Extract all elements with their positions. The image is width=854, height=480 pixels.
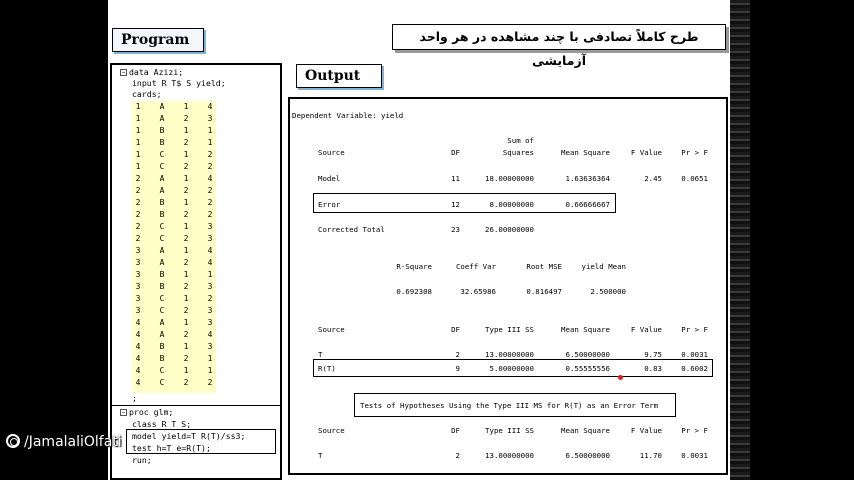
- data-cell: 3: [207, 318, 213, 327]
- anova-cell-df: 12: [451, 199, 460, 209]
- data-line: [132, 329, 216, 341]
- data-cell: A: [159, 330, 165, 339]
- data-cell: 1: [207, 366, 213, 375]
- code-line-cards: cards;: [132, 89, 162, 99]
- data-line: [132, 221, 216, 233]
- data-line: [132, 281, 216, 293]
- data-cell: C: [159, 162, 165, 171]
- anova-header-source: Source: [318, 148, 345, 157]
- fit-value-rmse: 0.816497: [526, 287, 562, 296]
- type3-header-f: F Value: [630, 325, 662, 334]
- data-cell: 4: [135, 366, 141, 375]
- data-line: [132, 269, 216, 281]
- hypothesis-title: Tests of Hypotheses Using the Type III MS for R(T) as an Error Term: [360, 401, 659, 410]
- data-cell: 4: [135, 330, 141, 339]
- data-cell: 3: [207, 282, 213, 291]
- data-cell: 1: [135, 102, 141, 111]
- data-cell: 2: [183, 210, 189, 219]
- data-cell: 3: [207, 306, 213, 315]
- code-divider: [112, 405, 280, 406]
- data-cell: 1: [183, 222, 189, 231]
- data-line: [132, 317, 216, 329]
- code-line-data: − data Azizi;: [121, 67, 184, 77]
- anova-cell-df: 11: [451, 174, 460, 183]
- data-line: [132, 149, 216, 161]
- data-cell: 4: [207, 258, 213, 267]
- type3-header-p: Pr > F: [681, 325, 708, 334]
- data-line: [132, 353, 216, 365]
- data-cell: 3: [135, 258, 141, 267]
- data-line: [132, 113, 216, 125]
- data-cell: 3: [135, 294, 141, 303]
- data-cell: 4: [207, 246, 213, 255]
- data-cell: 2: [207, 198, 213, 207]
- code-line-input: input R T$ S yield;: [132, 78, 226, 88]
- hyp-cell-source: T: [318, 451, 323, 460]
- data-cell: 3: [207, 114, 213, 123]
- data-line: [132, 341, 216, 353]
- data-cell: 2: [183, 258, 189, 267]
- data-cell: 2: [207, 210, 213, 219]
- anova-cell-source: Model: [318, 174, 341, 183]
- data-cell: A: [159, 114, 165, 123]
- model-highlight-box: [126, 429, 276, 454]
- data-cell: C: [159, 378, 165, 387]
- fit-value-mean: 2.500000: [590, 287, 626, 296]
- data-line: [132, 101, 216, 113]
- data-cell: C: [159, 294, 165, 303]
- type3-cell-source: R(T): [318, 364, 336, 373]
- code-line-proc: − proc glm;: [121, 407, 174, 417]
- data-cell: 1: [183, 342, 189, 351]
- type3-cell-ms: 6.50000000: [565, 350, 610, 359]
- data-line: [132, 125, 216, 137]
- anova-cell-source: Corrected Total: [318, 225, 385, 234]
- data-cell: 2: [135, 222, 141, 231]
- data-line: [132, 197, 216, 209]
- data-cell: 1: [183, 150, 189, 159]
- type3-cell-p: 0.0031: [681, 350, 708, 359]
- data-cell: 2: [207, 186, 213, 195]
- pointer-cursor-dot: [618, 375, 623, 380]
- collapse-icon[interactable]: −: [121, 409, 126, 416]
- collapse-icon[interactable]: −: [121, 69, 126, 76]
- data-cell: A: [159, 186, 165, 195]
- type3-cell-source: T: [318, 350, 323, 359]
- error-row-highlight: [313, 193, 616, 213]
- data-cell: B: [159, 198, 165, 207]
- data-cell: 2: [183, 330, 189, 339]
- data-cell: 3: [207, 234, 213, 243]
- data-cell: 3: [207, 222, 213, 231]
- data-cell: 1: [183, 102, 189, 111]
- filmstrip-edge: [730, 0, 750, 480]
- type3-header-df: DF: [451, 325, 460, 334]
- fit-value-rsq: 0.692308: [396, 287, 432, 296]
- data-cell: 3: [135, 306, 141, 315]
- data-cell: C: [159, 306, 165, 315]
- code-line-test: test h=T e=R(T);: [132, 443, 211, 453]
- hyp-header-ss: Type III SS: [485, 426, 534, 435]
- sas-output-panel: [288, 97, 728, 475]
- hyp-header-source: Source: [318, 426, 345, 435]
- anova-cell-ss: 26.00000000: [485, 225, 534, 234]
- type3-header-ss: Type III SS: [485, 325, 534, 334]
- data-cell: A: [159, 318, 165, 327]
- data-cell: 1: [183, 270, 189, 279]
- data-cell: 2: [183, 186, 189, 195]
- anova-cell-source: Error: [318, 199, 341, 209]
- anova-cell-f: 2.45: [644, 174, 662, 183]
- data-cell: 1: [183, 174, 189, 183]
- type3-cell-p: 0.6002: [681, 364, 708, 373]
- data-line: [132, 209, 216, 221]
- data-cell: A: [159, 258, 165, 267]
- data-cell: 2: [135, 186, 141, 195]
- data-line: [132, 233, 216, 245]
- data-cell: 1: [207, 270, 213, 279]
- data-cell: 2: [183, 378, 189, 387]
- type3-header-source: Source: [318, 325, 345, 334]
- anova-cell-df: 23: [451, 225, 460, 234]
- data-cell: C: [159, 222, 165, 231]
- fit-value-cv: 32.65986: [460, 287, 496, 296]
- data-cell: B: [159, 354, 165, 363]
- anova-header-squares: Squares: [502, 148, 534, 157]
- data-cell: 2: [135, 174, 141, 183]
- data-cell: 2: [183, 114, 189, 123]
- data-cell: 3: [135, 246, 141, 255]
- hyp-cell-f: 11.70: [639, 451, 662, 460]
- data-cell: 3: [135, 282, 141, 291]
- data-cell: 1: [135, 162, 141, 171]
- sas-program-panel: [110, 63, 282, 480]
- data-cell: 4: [135, 318, 141, 327]
- data-line: [132, 293, 216, 305]
- type3-header-ms: Mean Square: [561, 325, 610, 334]
- type3-cell-f: 0.83: [644, 364, 662, 373]
- rt-row-highlight: [313, 359, 713, 377]
- data-line: [132, 245, 216, 257]
- hyp-cell-ss: 13.00000000: [485, 451, 534, 460]
- hyp-cell-ms: 6.50000000: [565, 451, 610, 460]
- fit-header-rmse: Root MSE: [526, 262, 562, 271]
- type3-cell-f: 9.75: [644, 350, 662, 359]
- hyp-header-f: F Value: [630, 426, 662, 435]
- anova-cell-ms: 1.63636364: [565, 174, 610, 183]
- hyp-header-df: DF: [451, 426, 460, 435]
- data-line: [132, 185, 216, 197]
- anova-header-sum-of: Sum of: [507, 136, 534, 145]
- data-cell: 2: [207, 162, 213, 171]
- data-cell: C: [159, 150, 165, 159]
- fit-header-cv: Coeff Var: [455, 262, 496, 271]
- data-cell: 2: [183, 138, 189, 147]
- data-cell: 4: [135, 378, 141, 387]
- hyp-cell-p: 0.0031: [681, 451, 708, 460]
- hyp-cell-df: 2: [455, 451, 460, 460]
- data-cell: 1: [183, 366, 189, 375]
- data-cell: A: [159, 246, 165, 255]
- type3-cell-df: 9: [455, 364, 460, 373]
- anova-cell-ss: 8.00000000: [489, 199, 534, 209]
- anova-header-mean-square: Mean Square: [561, 148, 610, 157]
- program-label: Program: [112, 28, 204, 52]
- type3-cell-ms: 0.55555556: [565, 364, 610, 373]
- data-line: [132, 305, 216, 317]
- type3-cell-ss: 5.00000000: [489, 364, 534, 373]
- data-cell: 3: [135, 270, 141, 279]
- data-cell: 2: [183, 354, 189, 363]
- anova-cell-ss: 18.00000000: [485, 174, 534, 183]
- data-cell: 4: [135, 354, 141, 363]
- data-cell: 1: [207, 138, 213, 147]
- hyp-header-p: Pr > F: [681, 426, 708, 435]
- data-cell: 4: [207, 174, 213, 183]
- data-cell: B: [159, 138, 165, 147]
- camera-icon: [6, 434, 20, 448]
- slide-title: طرح کاملاً تصادفی با چند مشاهده در هر واحد آزمایشی: [392, 24, 726, 50]
- data-cell: 1: [183, 294, 189, 303]
- data-lines-block: [132, 101, 216, 393]
- data-cell: 2: [135, 210, 141, 219]
- data-cell: 4: [207, 330, 213, 339]
- data-cell: C: [159, 366, 165, 375]
- dependent-variable: Dependent Variable: yield: [292, 111, 404, 120]
- data-cell: B: [159, 126, 165, 135]
- data-cell: 1: [183, 246, 189, 255]
- data-cell: 1: [207, 354, 213, 363]
- data-cell: B: [159, 282, 165, 291]
- data-cell: 2: [183, 162, 189, 171]
- data-cell: A: [159, 102, 165, 111]
- data-cell: A: [159, 174, 165, 183]
- data-cell: 3: [207, 342, 213, 351]
- data-cell: 1: [135, 150, 141, 159]
- hyp-header-ms: Mean Square: [561, 426, 610, 435]
- data-cell: 2: [183, 234, 189, 243]
- data-cell: 2: [183, 282, 189, 291]
- code-line-end: ;: [132, 393, 137, 403]
- data-cell: 1: [183, 198, 189, 207]
- data-cell: 2: [207, 378, 213, 387]
- data-cell: 2: [135, 234, 141, 243]
- data-cell: 1: [183, 126, 189, 135]
- anova-header-f-value: F Value: [630, 148, 662, 157]
- data-cell: 1: [135, 114, 141, 123]
- code-line-class: class R T S;: [132, 419, 192, 429]
- output-label: Output: [296, 64, 382, 88]
- type3-cell-ss: 13.00000000: [485, 350, 534, 359]
- data-cell: 1: [135, 138, 141, 147]
- data-cell: B: [159, 270, 165, 279]
- data-line: [132, 161, 216, 173]
- data-cell: 1: [207, 126, 213, 135]
- data-cell: B: [159, 342, 165, 351]
- data-cell: C: [159, 234, 165, 243]
- data-cell: 2: [207, 294, 213, 303]
- fit-header-mean: yield Mean: [581, 262, 626, 271]
- anova-cell-p: 0.0651: [681, 174, 708, 183]
- data-line: [132, 173, 216, 185]
- anova-header-pr-f: Pr > F: [681, 148, 708, 157]
- data-line: [132, 377, 216, 389]
- data-cell: 2: [207, 150, 213, 159]
- data-cell: 2: [135, 198, 141, 207]
- data-cell: 4: [207, 102, 213, 111]
- anova-header-df: DF: [451, 148, 460, 157]
- data-line: [132, 257, 216, 269]
- code-line-model: model yield=T R(T)/ss3;: [132, 431, 246, 441]
- data-cell: 1: [183, 318, 189, 327]
- code-line-run: run;: [132, 455, 152, 465]
- data-line: [132, 137, 216, 149]
- fit-header-rsq: R-Square: [396, 262, 432, 271]
- channel-watermark: /JamalaliOlfati: [6, 434, 122, 450]
- slide: [108, 0, 730, 480]
- data-line: [132, 365, 216, 377]
- data-cell: B: [159, 210, 165, 219]
- data-cell: 2: [183, 306, 189, 315]
- type3-cell-df: 2: [455, 350, 460, 359]
- anova-cell-ms: 0.66666667: [565, 199, 610, 209]
- data-cell: 4: [135, 342, 141, 351]
- data-cell: 1: [135, 126, 141, 135]
